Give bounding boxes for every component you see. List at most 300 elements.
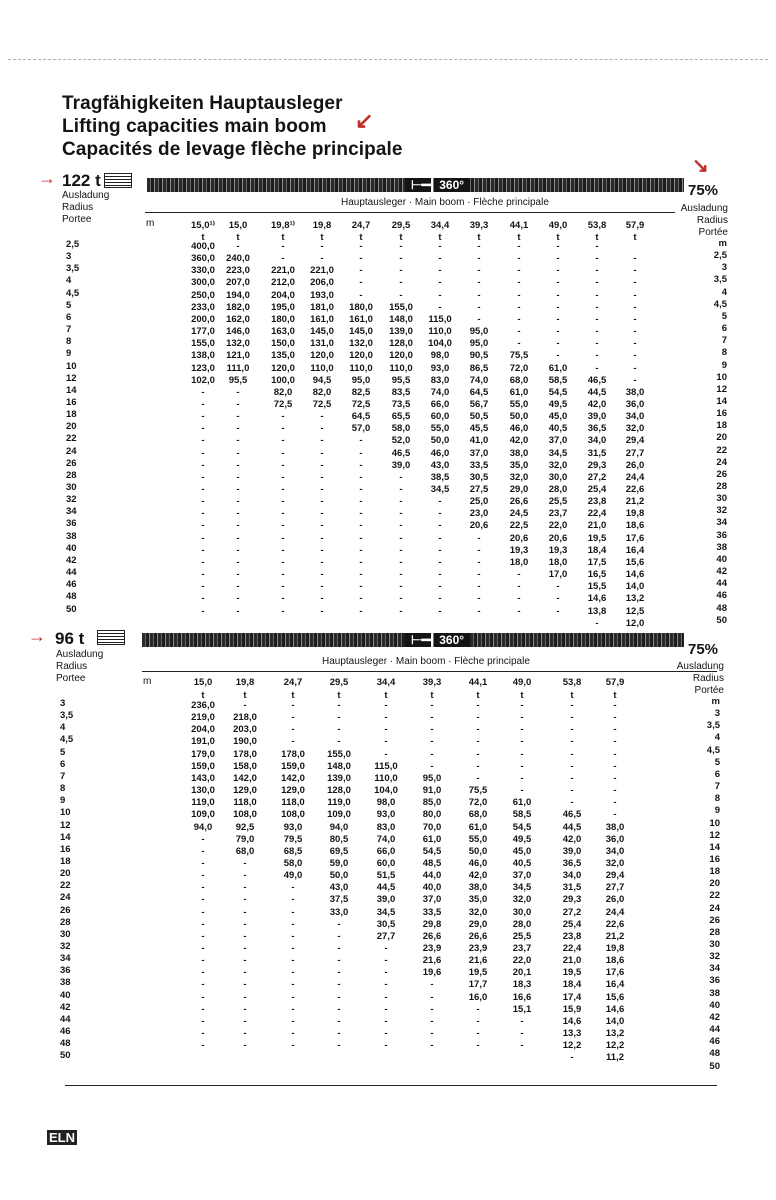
table-cell: 29,3	[562, 894, 582, 906]
table-cell: 55,0	[430, 423, 450, 435]
radius-right: 7	[714, 781, 720, 793]
table-cell: -	[236, 447, 240, 459]
right-label-block-2: Ausladung Radius Portée	[676, 661, 724, 696]
table-cell: 11,2	[606, 1052, 624, 1064]
table-cell: 13,3	[562, 1028, 582, 1040]
table-cell: -	[477, 301, 481, 313]
table-cell: 39,0	[376, 894, 396, 906]
radius-right: 14	[709, 841, 720, 853]
table-cell: -	[236, 593, 240, 605]
table-cell: 13,2	[605, 1028, 625, 1040]
table-cell: 94,0	[329, 821, 349, 833]
table-cell: 28,0	[548, 484, 568, 495]
table-cell: 14,0	[605, 1015, 625, 1027]
radius-right: 9	[721, 359, 727, 371]
table-cell: 12,0	[625, 617, 645, 629]
table-cell: 27,5	[469, 484, 489, 495]
table-cell: 68,0	[509, 374, 529, 386]
table-cell: 16,4	[605, 979, 625, 991]
table-cell: -	[291, 1015, 295, 1027]
table-cell: -	[613, 785, 617, 797]
table-cell: -	[613, 748, 617, 760]
table-cell: -	[438, 605, 442, 617]
table-cell: 14,0	[625, 581, 645, 593]
unit-t-label: t	[556, 232, 560, 243]
table-cell: -	[399, 265, 403, 277]
radius-right: 12	[709, 829, 720, 841]
table-cell: -	[236, 496, 240, 508]
table-cell: -	[517, 289, 521, 301]
table-cell: -	[517, 265, 521, 277]
table-cell: 20,6	[509, 532, 529, 544]
table-cell: 180,0	[271, 313, 295, 325]
table-cell: 14,6	[562, 1015, 582, 1027]
radius-left: 4,5	[66, 287, 80, 299]
table-cell: 40,5	[512, 857, 532, 869]
table-cell: 400,0	[191, 241, 215, 252]
crane-icon: ⊢━┫	[411, 633, 436, 647]
unit-t-label: t	[477, 232, 481, 243]
table-cell: 54,5	[548, 386, 568, 398]
table-cell: -	[556, 301, 560, 313]
table-cell: -	[517, 277, 521, 289]
radius-right: 24	[716, 456, 727, 468]
boom-length-header: 15,0¹⁾	[191, 220, 215, 231]
table-cell: -	[201, 605, 205, 617]
table-cell: 17,6	[625, 532, 645, 544]
boom-length-header: 29,5	[391, 220, 411, 231]
table-cell: 19,3	[548, 544, 568, 556]
radius-left: 4,5	[60, 734, 74, 746]
table-cell: 25,5	[548, 496, 568, 508]
table-cell: 110,0	[349, 362, 373, 374]
percent-label: 75%	[688, 182, 719, 199]
table-cell: -	[291, 955, 295, 967]
table-cell: -	[281, 508, 285, 520]
table-cell: -	[520, 724, 524, 736]
table-cell: -	[281, 435, 285, 447]
table-cell: 118,0	[281, 797, 305, 809]
table-cell: -	[320, 532, 324, 544]
radius-right: 4,5	[713, 298, 727, 310]
table-cell: 13,2	[625, 593, 645, 605]
table-cell: -	[281, 241, 285, 252]
radius-left: 8	[66, 336, 72, 348]
table-cell: 95,0	[351, 374, 371, 386]
table-cell: 129,0	[233, 785, 257, 797]
radius-left: 6	[60, 758, 66, 770]
radius-right: 10	[709, 817, 720, 829]
table-cell: -	[477, 569, 481, 581]
table-cell: -	[430, 736, 434, 748]
table-cell: 90,5	[469, 350, 489, 362]
table-cell: -	[359, 569, 363, 581]
table-cell: -	[595, 326, 599, 338]
table-cell: -	[520, 1040, 524, 1052]
title-french: Capacités de levage flèche principale	[62, 139, 403, 160]
table-cell: -	[337, 712, 341, 724]
table-cell: 120,0	[310, 350, 334, 362]
table-cell: -	[570, 785, 574, 797]
table-cell: 21,2	[625, 496, 645, 508]
radius-right: 50	[709, 1060, 720, 1072]
table-cell: -	[243, 979, 247, 991]
table-cell: 23,7	[548, 508, 568, 520]
table-cell: -	[399, 544, 403, 556]
radius-left: 40	[66, 542, 77, 554]
table-cell: -	[517, 241, 521, 252]
table-cell: -	[520, 772, 524, 784]
radius-left: 32	[60, 941, 71, 952]
table-cell: 159,0	[281, 760, 305, 772]
table-cell: 39,0	[587, 411, 607, 423]
table-cell: -	[430, 991, 434, 1003]
radius-left: 3,5	[66, 263, 80, 275]
table-cell: -	[613, 772, 617, 784]
table-cell: -	[236, 435, 240, 447]
table-cell: 223,0	[226, 265, 250, 277]
table-cell: -	[595, 241, 599, 252]
table-cell: -	[201, 459, 205, 471]
table-cell: -	[595, 313, 599, 325]
radius-left: 40	[60, 989, 71, 1001]
table-cell: 180,0	[349, 301, 373, 313]
table-cell: -	[556, 289, 560, 301]
table-cell: 25,5	[512, 930, 532, 942]
table-cell: -	[201, 484, 205, 495]
table-cell: -	[613, 736, 617, 748]
table-cell: 221,0	[271, 265, 295, 277]
table-cell: 193,0	[310, 289, 334, 301]
table-cell: 26,6	[509, 496, 529, 508]
table-cell: 82,5	[351, 386, 371, 398]
table-cell: 15,6	[605, 991, 625, 1003]
table-cell: -	[430, 1028, 434, 1040]
radius-right: 5	[714, 756, 720, 768]
table-cell: -	[556, 313, 560, 325]
table-cell: 32,0	[509, 471, 529, 483]
table-cell: 26,6	[468, 930, 488, 942]
left-label-block-2: Ausladung Radius Portee	[56, 649, 104, 684]
radius-left: 50	[60, 1050, 71, 1062]
unit-m-label: m	[146, 218, 155, 229]
table-cell: 38,0	[625, 386, 645, 398]
table-cell: -	[281, 423, 285, 435]
table-cell: -	[556, 265, 560, 277]
unit-t-label: t	[236, 232, 240, 243]
radius-right: 9	[714, 805, 720, 817]
table-cell: 123,0	[191, 362, 215, 374]
table-cell: 49,0	[283, 870, 303, 882]
table-cell: 65,5	[391, 411, 411, 423]
table-cell: -	[399, 471, 403, 483]
radius-left: 16	[60, 843, 71, 855]
table-cell: 204,0	[191, 724, 215, 736]
table-cell: 16,5	[587, 569, 607, 581]
table-cell: 39,0	[391, 459, 411, 471]
table-cell: 28,0	[512, 918, 532, 930]
boom-length-header: 24,7	[351, 220, 371, 231]
table-cell: -	[556, 326, 560, 338]
radius-left: 48	[60, 1038, 71, 1050]
radius-right: 3	[714, 708, 720, 720]
bottom-rule	[65, 1085, 717, 1086]
table-cell: -	[320, 593, 324, 605]
table-cell: -	[320, 253, 324, 265]
table-cell: -	[201, 544, 205, 556]
table-cell: 218,0	[233, 712, 257, 724]
table-cell: -	[291, 700, 295, 711]
radius-left: 36	[66, 518, 77, 530]
table-cell: 45,0	[548, 411, 568, 423]
radius-right: 42	[709, 1011, 720, 1023]
boom-length-header: 53,8	[562, 677, 582, 688]
radius-right: 44	[716, 578, 727, 590]
radius-left: 26	[60, 904, 71, 916]
table-cell: -	[613, 797, 617, 809]
table-cell: -	[477, 289, 481, 301]
radius-left: 10	[66, 360, 77, 372]
table-cell: -	[570, 772, 574, 784]
table-cell: 72,5	[273, 398, 293, 410]
table-cell: 20,6	[548, 532, 568, 544]
table-cell: 51,5	[376, 870, 396, 882]
table-cell: 108,0	[233, 809, 257, 821]
table-cell: -	[438, 289, 442, 301]
table-cell: 12,2	[605, 1040, 625, 1052]
table-cell: -	[517, 338, 521, 350]
table-cell: 142,0	[233, 772, 257, 784]
table-cell: -	[556, 338, 560, 350]
table-cell: 68,0	[468, 809, 488, 821]
table-cell: 93,0	[430, 362, 450, 374]
table-cell: 83,0	[430, 374, 450, 386]
table-cell: 36,0	[625, 398, 645, 410]
table-cell: -	[359, 447, 363, 459]
table-cell: 46,0	[430, 447, 450, 459]
table-cell: -	[320, 581, 324, 593]
table-cell: -	[476, 736, 480, 748]
table-cell: -	[201, 833, 205, 845]
table-cell: -	[359, 508, 363, 520]
radius-right: 5	[721, 310, 727, 322]
table-cell: 50,0	[468, 845, 488, 857]
table-cell: 17,5	[587, 556, 607, 568]
table-cell: 155,0	[327, 748, 351, 760]
table-cell: 21,6	[468, 955, 488, 967]
table-cell: -	[430, 1040, 434, 1052]
table-cell: 72,5	[351, 398, 371, 410]
radius-left: 28	[66, 469, 77, 481]
table-cell: -	[556, 593, 560, 605]
radius-right: 28	[709, 926, 720, 938]
table-cell: -	[384, 943, 388, 954]
table-cell: -	[476, 1003, 480, 1015]
table-cell: 16,6	[512, 991, 532, 1003]
table-cell: 27,7	[376, 930, 396, 942]
table-cell: -	[291, 979, 295, 991]
boom-length-header: 57,9	[625, 220, 645, 231]
table-cell: -	[359, 593, 363, 605]
table-cell: 19,5	[468, 967, 488, 979]
table-cell: -	[320, 241, 324, 252]
table-cell: -	[337, 918, 341, 930]
table-cell: 73,5	[391, 398, 411, 410]
radius-left: 22	[60, 880, 71, 892]
table-cell: 95,0	[469, 338, 489, 350]
unit-t-label: t	[243, 690, 247, 701]
radius-right: 30	[709, 939, 720, 950]
table-cell: 64,5	[469, 386, 489, 398]
table-cell: -	[236, 556, 240, 568]
table-cell: -	[520, 712, 524, 724]
table-cell: 34,5	[512, 882, 532, 894]
table-cell: 108,0	[281, 809, 305, 821]
annotation-arrow-icon: ↘	[692, 155, 709, 177]
table-cell: 20,1	[512, 967, 532, 979]
table-cell: 44,5	[587, 386, 607, 398]
boom-length-header: 34,4	[430, 220, 450, 231]
table-cell: -	[477, 277, 481, 289]
radius-left: 22	[66, 433, 77, 445]
table-cell: -	[337, 943, 341, 954]
table-cell: -	[477, 544, 481, 556]
radius-right: 6	[714, 768, 720, 780]
table-cell: 19,6	[422, 967, 442, 979]
table-cell: 120,0	[271, 362, 295, 374]
table-cell: 33,0	[329, 906, 349, 918]
table-cell: 58,5	[512, 809, 532, 821]
table-cell: 19,3	[509, 544, 529, 556]
table-cell: -	[337, 1028, 341, 1040]
radius-left: 12	[66, 372, 77, 384]
table-cell: -	[201, 1003, 205, 1015]
table-cell: -	[201, 496, 205, 508]
radius-left: 8	[60, 783, 66, 795]
radius-left: 3	[60, 698, 66, 709]
table-cell: -	[399, 277, 403, 289]
table-cell: -	[201, 435, 205, 447]
table-cell: 15,9	[562, 1003, 582, 1015]
table-cell: -	[291, 1028, 295, 1040]
table-cell: 52,0	[391, 435, 411, 447]
radius-left: 34	[60, 953, 71, 965]
table-cell: -	[570, 760, 574, 772]
table-cell: 43,0	[329, 882, 349, 894]
table-cell: 38,5	[430, 471, 450, 483]
table-cell: 57,0	[351, 423, 371, 435]
table-cell: 66,0	[430, 398, 450, 410]
table-cell: 95,0	[422, 772, 442, 784]
table-cell: -	[570, 712, 574, 724]
radius-right: 32	[709, 951, 720, 963]
radius-right: 22	[716, 444, 727, 456]
table-cell: -	[201, 930, 205, 942]
right-label-block-1: Ausladung Radius Portée	[680, 203, 728, 238]
table-cell: 158,0	[233, 760, 257, 772]
table-cell: -	[476, 1015, 480, 1027]
table-cell: 54,5	[512, 821, 532, 833]
table-cell: 95,5	[391, 374, 411, 386]
table-cell: 37,0	[422, 894, 442, 906]
table-cell: 26,0	[605, 894, 625, 906]
table-cell: 34,5	[376, 906, 396, 918]
table-cell: 29,3	[587, 459, 607, 471]
table-cell: -	[556, 605, 560, 617]
table-cell: -	[236, 398, 240, 410]
table-cell: 42,0	[468, 870, 488, 882]
table-cell: -	[281, 253, 285, 265]
table-cell: 19,5	[587, 532, 607, 544]
radius-right: 40	[716, 553, 727, 565]
table-cell: 36,0	[605, 833, 625, 845]
radius-right: 4,5	[706, 744, 720, 756]
table-cell: -	[201, 845, 205, 857]
unit-t-label: t	[613, 690, 617, 701]
table-cell: 27,7	[605, 882, 625, 894]
table-cell: 26,0	[625, 459, 645, 471]
table-cell: 49,5	[512, 833, 532, 845]
marker-arrow-icon: →	[38, 168, 56, 188]
table-cell: -	[236, 241, 240, 252]
table-cell: 143,0	[191, 772, 215, 784]
table-cell: -	[201, 1028, 205, 1040]
radius-right: 48	[709, 1048, 720, 1060]
table-cell: 29,4	[625, 435, 645, 447]
table-cell: 25,4	[562, 918, 582, 930]
radius-right: 38	[716, 541, 727, 553]
table-cell: 39,0	[562, 845, 582, 857]
table-cell: 146,0	[226, 326, 250, 338]
radius-left: 24	[66, 445, 77, 457]
table-cell: -	[570, 736, 574, 748]
table-cell: -	[613, 700, 617, 711]
table-cell: -	[320, 544, 324, 556]
boom-length-header: 29,5	[329, 677, 349, 688]
radius-left: 28	[60, 916, 71, 928]
table-cell: 46,5	[587, 374, 607, 386]
table-cell: -	[281, 605, 285, 617]
table-cell: 300,0	[191, 277, 215, 289]
table-cell: 236,0	[191, 700, 215, 711]
table-cell: -	[243, 882, 247, 894]
boom-length-header: 44,1	[468, 677, 488, 688]
table-cell: -	[291, 882, 295, 894]
table-cell: -	[613, 724, 617, 736]
table-cell: -	[633, 313, 637, 325]
table-cell: -	[243, 1003, 247, 1015]
table-cell: 25,4	[587, 484, 607, 495]
table-cell: -	[337, 991, 341, 1003]
table-cell: 64,5	[351, 411, 371, 423]
table-cell: -	[399, 520, 403, 532]
table-cell: -	[281, 532, 285, 544]
boom-length-header: 19,8¹⁾	[271, 220, 295, 231]
table-cell: -	[399, 605, 403, 617]
table-cell: -	[476, 772, 480, 784]
table-cell: -	[236, 508, 240, 520]
table-cell: 75,5	[509, 350, 529, 362]
footer-logo: ELN	[49, 1130, 75, 1145]
table-cell: -	[517, 313, 521, 325]
radius-right: 4	[721, 286, 727, 298]
table-cell: -	[320, 496, 324, 508]
table-cell: 119,0	[327, 797, 351, 809]
table-cell: -	[430, 748, 434, 760]
table-cell: 32,0	[605, 857, 625, 869]
table-cell: 59,0	[329, 857, 349, 869]
radius-left: 38	[60, 977, 71, 989]
